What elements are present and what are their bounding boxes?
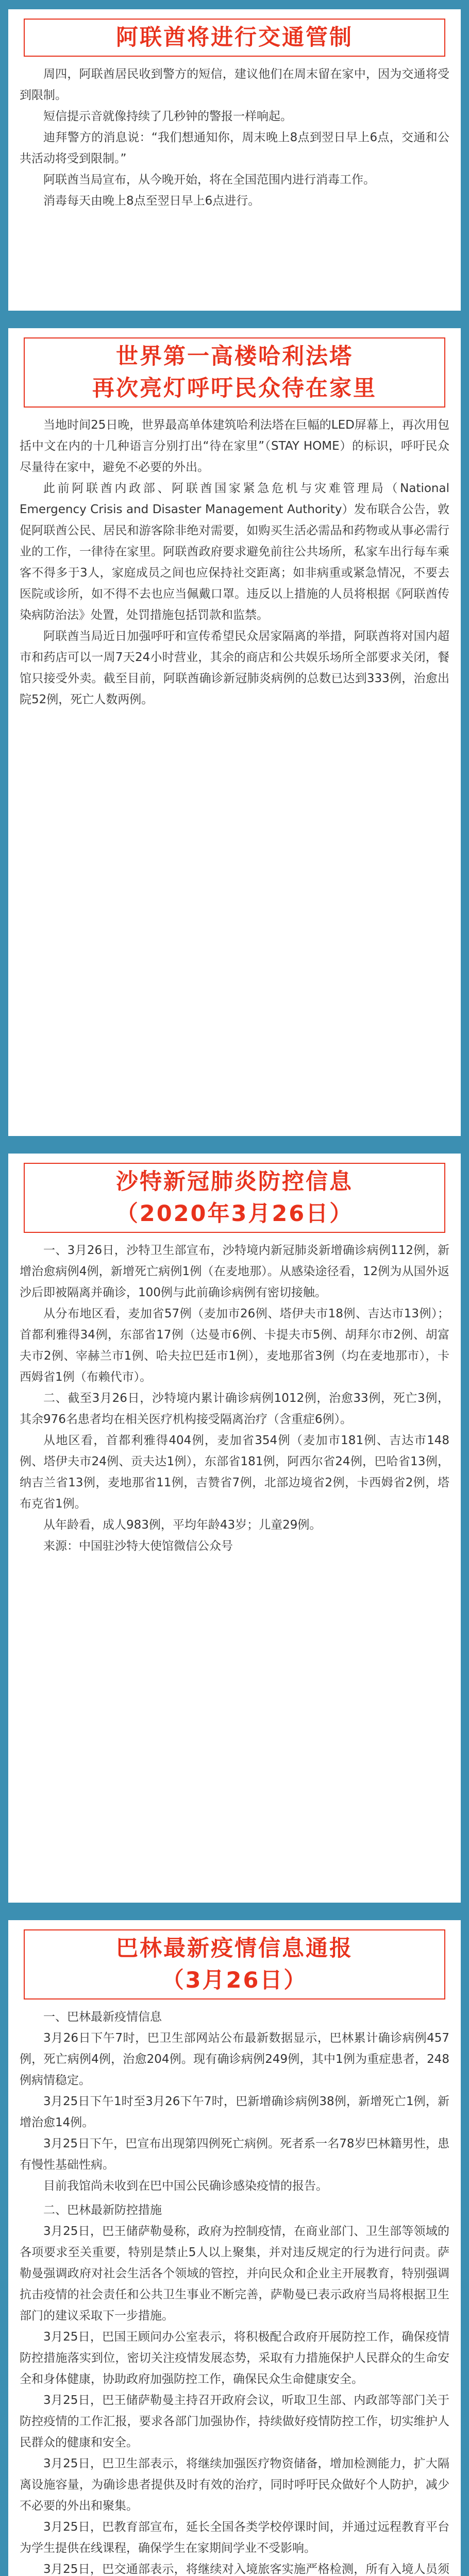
article-title-line1: 沙特新冠肺炎防控信息: [116, 1169, 353, 1195]
paragraph: 目前我馆尚未收到在巴中国公民确诊感染疫情的报告。: [43, 2179, 328, 2193]
paragraph: 3月25日，巴王储萨勒曼称，政府为控制疫情，在商业部门、卫生部等领域的各项要求至关重要，特别是禁止5人以上聚集，并对违反规定的行为进行问责。萨勒曼强调政府对社会生活各个领域的管控，并向民众和企业主开展教育，特别强调抗击疫情的社会责任和公共卫生事业不断完善，萨勒曼已表示政府当局将根据卫生部门的建议采取下一步措施。: [20, 2225, 449, 2323]
article-title-line2: （3月26日）: [161, 1968, 308, 1993]
paragraph: 从年龄看，成人983例，平均年龄43岁；儿童29例。: [43, 1518, 322, 1532]
paragraph: 阿联酋当局近日加强呼吁和宣传希望民众居家隔离的举措，阿联酋将对国内超市和药店可以一周7天24小时营业，其余的商店和公共娱乐场所全部要求关闭，餐馆只接受外卖。截至目前，阿联酋确诊新冠肺炎病例的总数已达到333例，治愈出院52例，死亡人数两例。: [20, 630, 449, 706]
article-card-saudi-covid: [8, 1154, 461, 1903]
article-card-uae-traffic: [8, 9, 461, 311]
article-title-line2: 再次亮灯呼吁民众待在家里: [92, 376, 377, 401]
paragraph: 3月25日，巴卫生部表示，将继续加强医疗物资储备，增加检测能力，扩大隔离设施容量，为确诊患者提供及时有效的治疗，同时呼吁民众做好个人防护，减少不必要的外出和聚集。: [20, 2457, 449, 2513]
paragraph: 3月25日，巴交通部表示，将继续对入境旅客实施严格检测，所有入境人员须: [43, 2563, 449, 2576]
paragraph: 阿联酋当局宣布，从今晚开始，将在全国范围内进行消毒工作。: [43, 173, 375, 187]
article-title-line2: （2020年3月26日）: [115, 1201, 354, 1227]
article-title-box: [24, 1163, 445, 1233]
paragraph: 短信提示音就像持续了几秒钟的警报一样响起。: [43, 110, 292, 123]
article-title-box: [24, 1929, 445, 1999]
paragraph: 3月25日，巴国王顾问办公室表示，将积极配合政府开展防控工作，确保疫情防控措施落实到位，密切关注疫情发展态势，采取有力措施保护人民群众的生命安全和身体健康，协助政府加强防控工作，确保民众生命健康安全。: [20, 2330, 449, 2386]
paragraph: 二、截至3月26日，沙特境内累计确诊病例1012例，治愈33例，死亡3例，其余976名患者均在相关医疗机构接受隔离治疗（含重症6例）。: [20, 1392, 449, 1426]
article-title-line1: 巴林最新疫情信息通报: [116, 1936, 353, 1961]
paragraph: 3月25日，巴教育部宣布，延长全国各类学校停课时间，并通过远程教育平台为学生提供在线课程，确保学生在家期间学业不受影响。: [20, 2520, 449, 2555]
article-title-box: [24, 337, 445, 408]
paragraph: 周四，阿联酋居民收到警方的短信，建议他们在周末留在家中，因为交通将受到限制。: [20, 67, 449, 102]
paragraph: 3月25日下午1时至3月26下午7时，巴新增确诊病例38例，新增死亡1例，新增治愈14例。: [20, 2095, 449, 2129]
paragraph: 3月25日下午，巴宣布出现第四例死亡病例。死者系一名78岁巴林籍男性，患有慢性基础性病。: [20, 2137, 449, 2172]
paragraph: 消毒每天由晚上8点至翌日早上6点进行。: [43, 194, 260, 208]
paragraph: 迪拜警方的消息说：“我们想通知你，周末晚上8点到翌日早上6点，交通和公共活动将受到限制。”: [20, 131, 449, 165]
paragraph: 从地区看，首都利雅得404例，麦加省354例（麦加市181例、吉达市148例、塔伊夫市24例、贡夫达1例），东部省181例，阿西尔省24例，巴哈省13例，纳吉兰省13例，麦地那省11例，吉赞省7例，北部边境省2例，卡西姆省2例，塔布克省1例。: [20, 1434, 449, 1511]
paragraph: 3月25日，巴王储萨勒曼主持召开政府会议，听取卫生部、内政部等部门关于防控疫情的工作汇报，要求各部门加强协作，持续做好疫情防控工作，切实维护人民群众的健康和安全。: [20, 2394, 449, 2449]
section-heading: 二、巴林最新防控措施: [43, 2204, 162, 2217]
article-title-box: [24, 19, 445, 57]
article-title-line1: 世界第一高楼哈利法塔: [116, 344, 353, 369]
paragraph: 一、3月26日，沙特卫生部宣布，沙特境内新冠肺炎新增确诊病例112例，新增治愈病例4例，新增死亡病例1例（在麦地那）。从感染途径看，12例为从国外返沙后即被隔离并确诊，100例与此前确诊病例有密切接触。: [20, 1244, 449, 1299]
paragraph: 从分布地区看，麦加省57例（麦加市26例、塔伊夫市18例、吉达市13例）；首都利雅得34例，东部省17例（达曼市6例、卡提夫市5例、胡拜尔市2例、胡富夫市2例、宰赫兰市1例、哈夫拉巴廷市1例），麦地那省3例（均在麦地那市），卡西姆省1例（布赖代市）。: [20, 1307, 449, 1384]
section-heading: 一、巴林最新疫情信息: [43, 2010, 162, 2024]
article-card-bahrain-covid: [8, 1920, 461, 2576]
article-card-burj-khalifa: [8, 328, 461, 1136]
paragraph: 当地时间25日晚，世界最高单体建筑哈利法塔在巨幅的LED屏幕上，再次用包括中文在内的十几种语言分别打出“待在家里”（STAY HOME）的标识，呼吁民众尽量待在家中，避免不必要的外出。: [20, 418, 449, 474]
paragraph: 此前阿联酋内政部、阿联酋国家紧急危机与灾难管理局（National Emergency Crisis and Disaster Management Authority）发布联合公告，敦促阿联酋公民、居民和游客除非绝对需要，如购买生活必需品和药物或从事必需行业的工作，一律待在家里。阿联酋政府要求避免前往公共场所，私家车出行每车乘客不得多于3人，家庭成员之间也应保持社交距离；如非病重或紧急情况，不要去医院或诊所，如不得不去也应当佩戴口罩。违反以上措施的人员将根据《阿联酋传染病防治法》处置，处罚措施包括罚款和监禁。: [20, 482, 449, 622]
paragraph: 3月26日下午7时，巴卫生部网站公布最新数据显示，巴林累计确诊病例457例，死亡病例4例，治愈204例。现有确诊病例249例，其中1例为重症患者，248例病情稳定。: [20, 2031, 449, 2087]
source-line: 来源：中国驻沙特大使馆微信公众号: [43, 1539, 233, 1553]
article-title: 阿联酋将进行交通管制: [116, 25, 353, 50]
